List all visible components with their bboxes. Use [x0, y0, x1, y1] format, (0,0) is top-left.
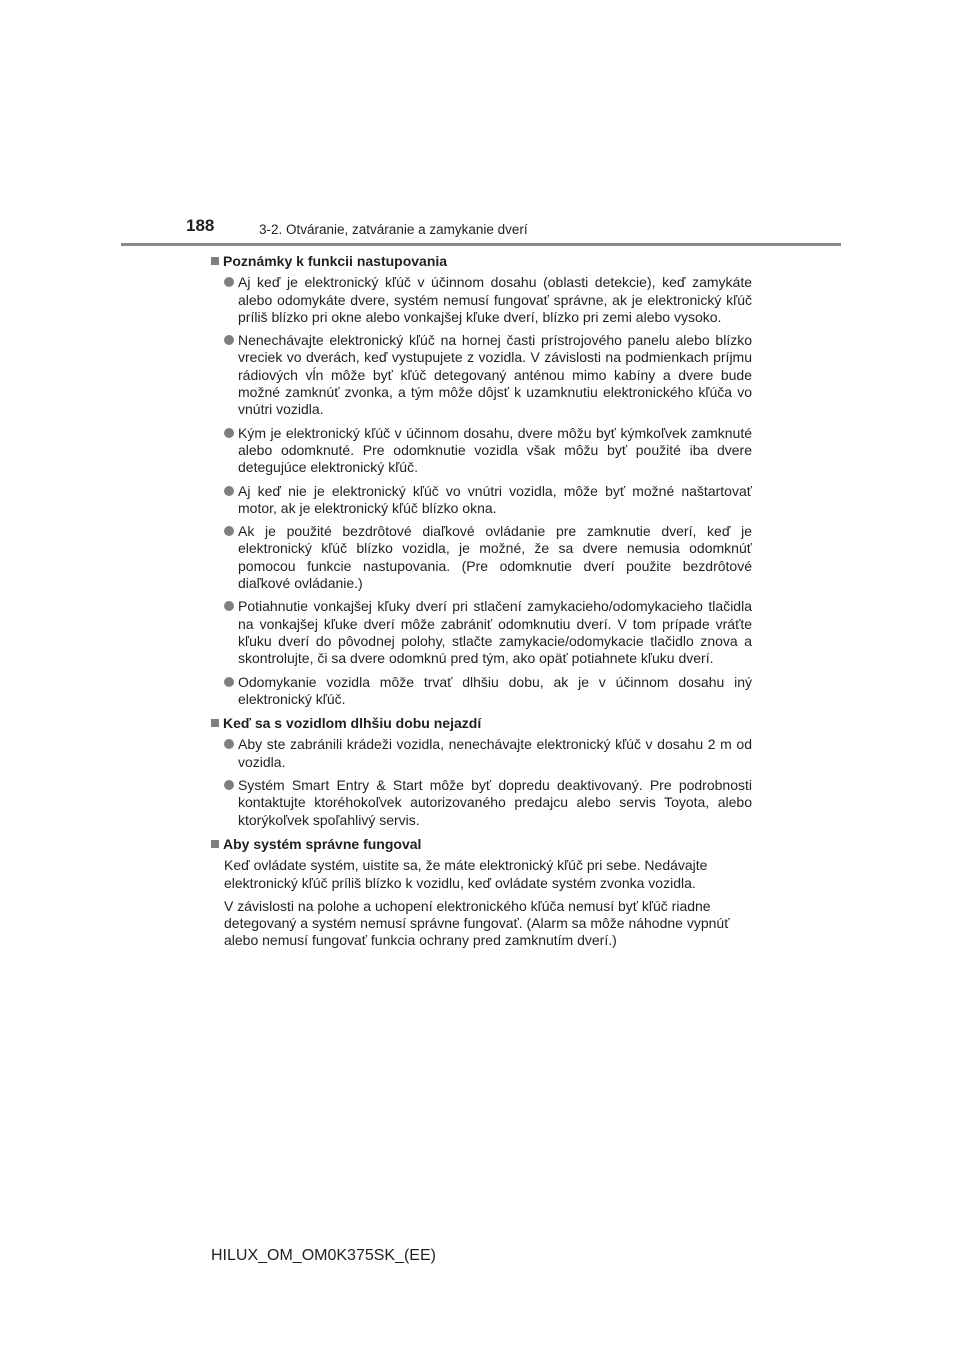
list-item — [210, 736, 752, 771]
round-bullet-icon — [224, 601, 234, 611]
round-bullet-icon — [224, 739, 234, 749]
section-title: Keď sa s vozidlom dlhšiu dobu nejazdí — [223, 715, 482, 732]
round-bullet-icon — [224, 526, 234, 536]
section-heading — [210, 253, 752, 270]
list-item-text: Potiahnutie vonkajšej kľuky dverí pri stlačení zamykacieho/odomykacieho tlačidla na vonkajšej kľuke dverí môže zabrániť odomknutiu dverí. V tom prípade vráťte kľuku dverí do pôvodnej polohy, stlačte zamykacie/odomykacie tlačidlo znova a skontrolujte, či sa dvere odomknú pred tým, ako opäť potiahnete kľuku dverí. — [238, 598, 752, 667]
list-item-text: Nenechávajte elektronický kľúč na hornej časti prístrojového panelu alebo blízko vreciek vo dverách, keď vystupujete z vozidla. V závislosti na podmienkach príjmu rádiových vĺn môže byť kľúč detegovaný anténou mimo kabíny a dvere bude možné zamknúť zvonka, a tým môže dôjsť k uzamknutiu elektronického kľúča vo vnútri vozidla. — [238, 332, 752, 418]
paragraph: V závislosti na polohe a uchopení elektronického kľúča nemusí byť kľúč riadne detegovaný a systém nemusí správne fungovať. (Alarm sa môže náhodne vypnúť alebo nemusí fungovať funkcia ochrany pred zamknutím dverí.) — [224, 897, 730, 949]
list-item-text: Systém Smart Entry & Start môže byť dopredu deaktivovaný. Pre podrobnosti kontaktujte ktoréhokoľvek autorizovaného predajcu alebo servis Toyota, alebo ktorýkoľvek spoľahlivý servis. — [238, 777, 752, 828]
footer-code: HILUX_OM_OM0K375SK_(EE) — [211, 1247, 436, 1264]
list-item — [210, 332, 752, 418]
header-rule — [121, 243, 841, 246]
list-item — [210, 483, 752, 518]
list-item-text: Aby ste zabránili krádeži vozidla, nenechávajte elektronický kľúč v dosahu 2 m od vozidla. — [238, 736, 752, 770]
list-item-text: Ak je použité bezdrôtové diaľkové ovládanie pre zamknutie dverí, keď je elektronický kľúč blízko vozidla, je možné, že sa dvere nemusia odomknúť pomocou funkcie nastupovania. (Pre odomknutie dverí použite bezdrôtové diaľkové ovládanie.) — [238, 523, 752, 592]
list-item — [210, 425, 752, 477]
section-title: Poznámky k funkcii nastupovania — [223, 253, 448, 269]
round-bullet-icon — [224, 780, 234, 790]
list-item — [210, 598, 752, 667]
square-bullet-icon — [211, 840, 219, 848]
list-item-text: Aj keď nie je elektronický kľúč vo vnútri vozidla, môže byť možné naštartovať motor, ak je elektronický kľúč blízko okna. — [238, 482, 752, 516]
page-number: 188 — [186, 216, 215, 235]
list-item — [210, 523, 752, 592]
square-bullet-icon — [211, 257, 219, 265]
round-bullet-icon — [224, 335, 234, 345]
list-item — [210, 674, 752, 709]
round-bullet-icon — [224, 677, 234, 687]
list-item — [210, 274, 752, 326]
section-heading — [210, 715, 752, 732]
round-bullet-icon — [224, 428, 234, 438]
section-title: Aby systém správne fungoval — [223, 835, 422, 852]
square-bullet-icon — [211, 719, 219, 727]
chapter-title: 3-2. Otváranie, zatváranie a zamykanie dverí — [259, 222, 528, 237]
round-bullet-icon — [224, 277, 234, 287]
paragraph: Keď ovládate systém, uistite sa, že máte elektronický kľúč pri sebe. Nedávajte elektronický kľúč príliš blízko k vozidlu, keď ovládate systém zvonka vozidla. — [224, 857, 708, 891]
section-heading — [210, 836, 752, 853]
list-item-text: Kým je elektronický kľúč v účinnom dosahu, dvere môžu byť kýmkoľvek zamknuté alebo odomknuté. Pre odomknutie vozidla však môžu byť použité iba dvere detegujúce elektronický kľúč. — [238, 424, 752, 476]
list-item-text: Odomykanie vozidla môže trvať dlhšiu dobu, ak je v účinnom dosahu iný elektronický kľúč. — [238, 673, 752, 707]
page-content — [210, 253, 752, 956]
list-item — [210, 777, 752, 829]
list-item-text: Aj keď je elektronický kľúč v účinnom dosahu (oblasti detekcie), keď zamykáte alebo odomykáte dvere, systém nemusí fungovať správne, ak je elektronický kľúč príliš blízko pri okne alebo vonkajšej kľuke dverí, blízko pri zemi alebo vysoko. — [238, 274, 752, 325]
round-bullet-icon — [224, 486, 234, 496]
